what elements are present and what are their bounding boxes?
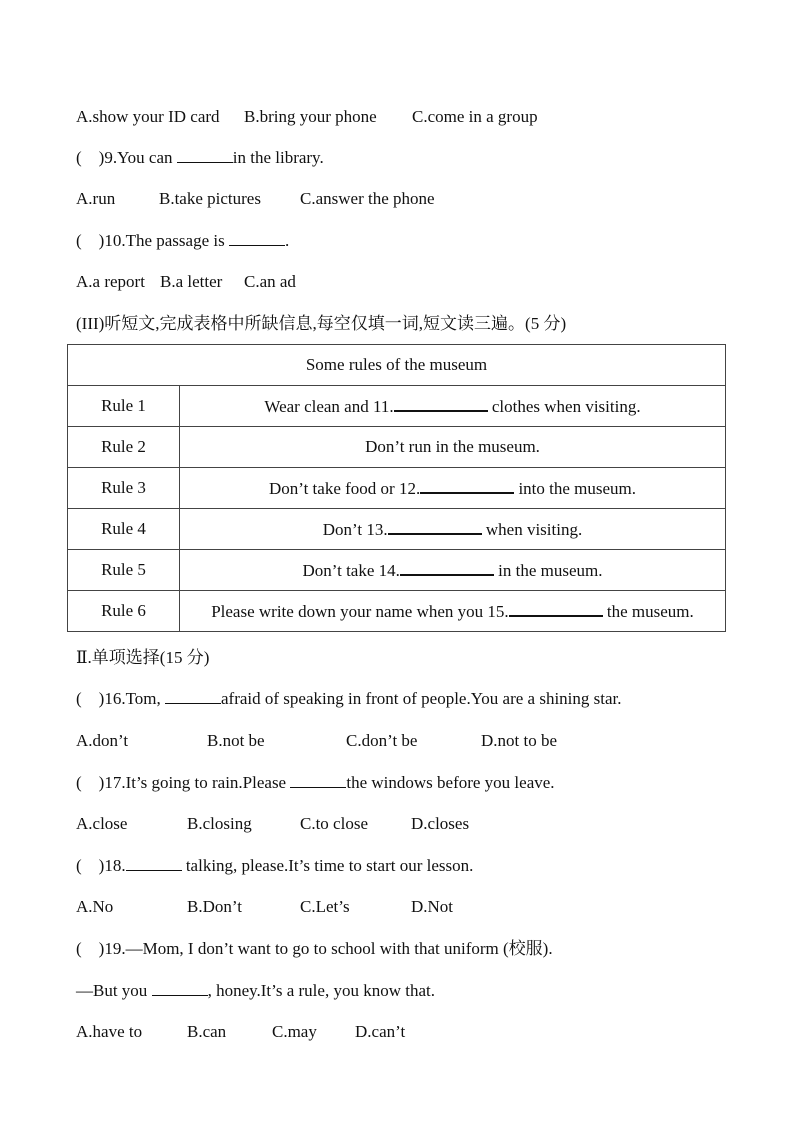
answer-blank[interactable] bbox=[165, 689, 221, 704]
q19-option-a: A.have to bbox=[76, 1022, 143, 1041]
rule-label: Rule 4 bbox=[68, 509, 180, 550]
question-17-prefix: ( )17.It’s going to rain.Please bbox=[76, 773, 291, 792]
rule-text-before: Don’t 13. bbox=[322, 519, 388, 539]
q19-option-b: B.can bbox=[187, 1022, 227, 1041]
q10-option-a: A.a report bbox=[76, 272, 145, 291]
rule-text-before: Don’t take food or 12. bbox=[268, 478, 421, 498]
answer-blank[interactable] bbox=[126, 856, 182, 871]
question-19-line-2 bbox=[76, 981, 435, 1001]
q18-option-a: A.No bbox=[76, 897, 114, 916]
rule-text: Don’t run in the museum. bbox=[180, 427, 726, 468]
question-10 bbox=[76, 231, 289, 251]
question-16-suffix: afraid of speaking in front of people.You are a shining star. bbox=[221, 689, 622, 708]
q17-option-d: D.closes bbox=[411, 814, 470, 833]
question-19-line-2-suffix: , honey.It’s a rule, you know that. bbox=[207, 981, 435, 1000]
q19-option-d: D.can’t bbox=[355, 1022, 406, 1041]
answer-blank[interactable] bbox=[509, 601, 603, 617]
rule-text-after: clothes when visiting. bbox=[487, 396, 641, 416]
q16-option-d: D.not to be bbox=[481, 731, 558, 750]
question-16 bbox=[76, 689, 622, 709]
q19-option-c: C.may bbox=[272, 1022, 317, 1041]
rule-label: Rule 1 bbox=[68, 386, 180, 427]
q17-option-a: A.close bbox=[76, 814, 128, 833]
table-row bbox=[68, 427, 726, 468]
question-10-prefix: ( )10.The passage is bbox=[76, 231, 229, 250]
answer-blank[interactable] bbox=[290, 773, 346, 788]
rule-text-after: the museum. bbox=[602, 601, 694, 621]
answer-blank[interactable] bbox=[229, 231, 285, 246]
question-10-suffix: . bbox=[284, 231, 290, 250]
answer-blank[interactable] bbox=[394, 396, 488, 412]
answer-blank[interactable] bbox=[388, 519, 482, 535]
q17-option-b: B.closing bbox=[187, 814, 252, 833]
q17-option-c: C.to close bbox=[300, 814, 368, 833]
table-title-row bbox=[68, 345, 726, 386]
question-9-prefix: ( )9.You can bbox=[76, 148, 177, 167]
q18-option-c: C.Let’s bbox=[300, 897, 350, 916]
q10-option-c: C.an ad bbox=[244, 272, 296, 291]
table-row bbox=[68, 591, 726, 632]
question-19-line-2-prefix: —But you bbox=[76, 981, 152, 1000]
answer-blank[interactable] bbox=[152, 981, 208, 996]
table-row bbox=[68, 550, 726, 591]
section-2-heading: Ⅱ.单项选择(15 分) bbox=[76, 648, 210, 667]
q9-option-a: A.run bbox=[76, 189, 116, 208]
question-9-suffix: in the library. bbox=[232, 148, 324, 167]
question-18-prefix: ( )18. bbox=[76, 856, 126, 875]
question-17 bbox=[76, 773, 555, 793]
q9-option-b: B.take pictures bbox=[159, 189, 261, 208]
rule-text bbox=[180, 468, 726, 509]
rule-label: Rule 5 bbox=[68, 550, 180, 591]
rule-text-after: in the museum. bbox=[493, 560, 603, 580]
question-19-line-1: ( )19.—Mom, I don’t want to go to school with that uniform (校服). bbox=[76, 939, 553, 958]
rule-label: Rule 6 bbox=[68, 591, 180, 632]
q8-option-b: B.bring your phone bbox=[244, 107, 377, 126]
question-17-suffix: the windows before you leave. bbox=[346, 773, 555, 792]
rule-text-after: into the museum. bbox=[514, 478, 637, 498]
rule-text-before: Please write down your name when you 15. bbox=[211, 601, 509, 621]
rule-text bbox=[180, 509, 726, 550]
table-row bbox=[68, 468, 726, 509]
q16-option-c: C.don’t be bbox=[346, 731, 418, 750]
section-3-heading: (III)听短文,完成表格中所缺信息,每空仅填一词,短文读三遍。(5 分) bbox=[76, 314, 567, 333]
museum-rules-table bbox=[67, 344, 726, 632]
q10-option-b: B.a letter bbox=[160, 272, 223, 291]
table-row bbox=[68, 386, 726, 427]
rule-label: Rule 2 bbox=[68, 427, 180, 468]
q16-option-a: A.don’t bbox=[76, 731, 129, 750]
q8-option-c: C.come in a group bbox=[412, 107, 538, 126]
answer-blank[interactable] bbox=[177, 148, 233, 163]
answer-blank[interactable] bbox=[400, 560, 494, 576]
rule-text-before: Don’t take 14. bbox=[302, 560, 400, 580]
table-row bbox=[68, 509, 726, 550]
question-9 bbox=[76, 148, 324, 168]
q18-option-b: B.Don’t bbox=[187, 897, 242, 916]
rule-text bbox=[180, 550, 726, 591]
rule-text bbox=[180, 386, 726, 427]
q18-option-d: D.Not bbox=[411, 897, 454, 916]
question-18 bbox=[76, 856, 473, 876]
rule-text bbox=[180, 591, 726, 632]
question-16-prefix: ( )16.Tom, bbox=[76, 689, 165, 708]
q8-option-a: A.show your ID card bbox=[76, 107, 220, 126]
q16-option-b: B.not be bbox=[207, 731, 265, 750]
question-18-suffix: talking, please.It’s time to start our lesson. bbox=[181, 856, 474, 875]
q9-option-c: C.answer the phone bbox=[300, 189, 435, 208]
table-title: Some rules of the museum bbox=[68, 345, 726, 386]
rule-text-before: Wear clean and 11. bbox=[264, 396, 394, 416]
rule-text-after: when visiting. bbox=[481, 519, 583, 539]
answer-blank[interactable] bbox=[420, 478, 514, 494]
rule-label: Rule 3 bbox=[68, 468, 180, 509]
